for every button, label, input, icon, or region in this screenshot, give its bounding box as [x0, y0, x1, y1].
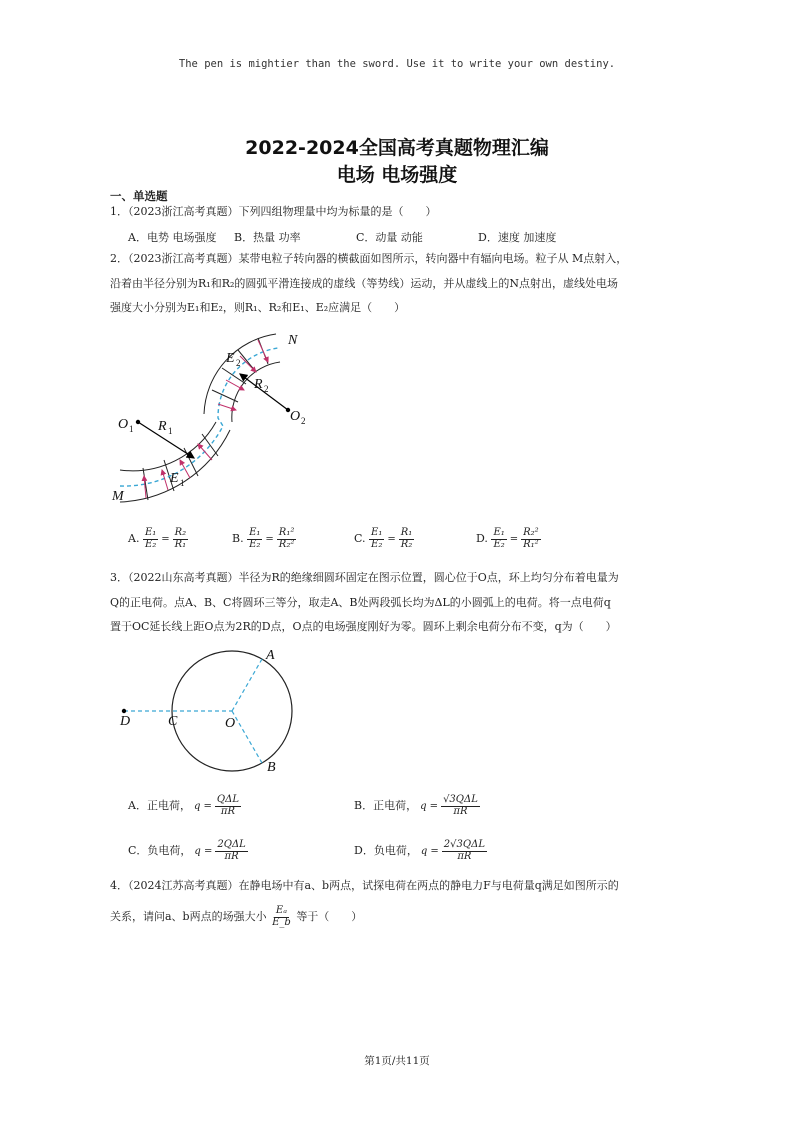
- label-n: N: [288, 333, 298, 348]
- q2-stem-line1: 2．（2023浙江高考真题）某带电粒子转向器的横截面如图所示，转向器中有辐向电场。粒子从 M点射入，: [110, 252, 628, 265]
- q4-stem-line1: 4．（2024江苏高考真题）在静电场中有a、b两点，试探电荷在两点的静电力F与电荷量q满足如图所示的: [110, 879, 619, 892]
- frac-den: R₁: [174, 538, 187, 550]
- upper-arc-channel: [204, 334, 280, 422]
- frac-den: E₂: [144, 538, 157, 550]
- frac-num: 2√3QΔL: [443, 839, 485, 850]
- q4-stem-line2: [110, 906, 362, 928]
- lower-arc-channel: [120, 422, 230, 502]
- q3-option-d-q: q =: [420, 845, 439, 857]
- q2-option-c-rhs: [399, 528, 415, 550]
- label-e1-sub: 1: [180, 478, 185, 488]
- q3-option-a-label: A．正电荷，: [128, 799, 191, 812]
- q3-stem-line3: 置于OC延长线上距O点为2R的D点，O点的电场强度刚好为零。圆环上剩余电荷分布不变，q为（ ）: [110, 620, 617, 633]
- q2-option-a-lhs: [143, 528, 158, 550]
- label-a: A: [266, 648, 275, 663]
- q3-ring-figure: [112, 645, 312, 775]
- label-e2-sub: 2: [236, 358, 241, 368]
- label-d: D: [120, 714, 131, 729]
- frac-num: E₁: [249, 527, 261, 538]
- page-footer: 第1页/共11页: [364, 1055, 430, 1067]
- label-b: B: [267, 760, 276, 775]
- frac-num: 2QΔL: [217, 839, 246, 850]
- q3-option-a: [128, 795, 241, 817]
- d-point: [122, 709, 126, 713]
- frac-den: E₂: [493, 538, 505, 550]
- q1-option-d: D．速度 加速度: [478, 231, 557, 244]
- q3-option-b-q: q =: [420, 800, 439, 812]
- label-o1: O: [118, 417, 129, 432]
- q2-option-a-label: A.: [128, 532, 140, 545]
- q3-option-b: [354, 795, 480, 817]
- q3-stem-line2: Q的正电荷。点A、B、C将圆环三等分，取走A、B处两段弧长均为ΔL的小圆弧上的电荷。将一点电荷q: [110, 596, 611, 609]
- frac-num: R₁: [400, 527, 413, 538]
- frac-num: R₂: [174, 527, 187, 538]
- q3-option-d: [354, 840, 487, 862]
- q2-option-d-rhs: [521, 528, 541, 550]
- frac-den: πR: [224, 850, 239, 862]
- frac-den: E_b: [272, 916, 291, 928]
- q2-option-d-label: D.: [476, 532, 488, 545]
- oa-line: [232, 659, 262, 711]
- label-r2-sub: 2: [264, 384, 269, 394]
- label-e2: E: [226, 351, 235, 366]
- document-subtitle: 电场 电场强度: [336, 164, 458, 186]
- q3-option-c: [128, 840, 248, 862]
- q1-stem: 1．（2023浙江高考真题）下列四组物理量中均为标量的是（ ）: [110, 205, 437, 218]
- label-o1-sub: 1: [129, 424, 134, 434]
- frac-den: πR: [453, 805, 468, 817]
- q2-option-d: D. $\frac{\text{E₁}}{\text{E₂}}$ = $\frac{\text{R₂²}}{\text{R₁²}}$: [476, 527, 539, 550]
- frac-num: √3QΔL: [443, 794, 478, 805]
- frac-num: E₁: [371, 527, 383, 538]
- label-c: C: [168, 714, 178, 729]
- q4-stem-text: 关系，请问a、b两点的场强大小: [110, 910, 267, 923]
- frac-den: πR: [457, 850, 472, 862]
- frac-den: E₂: [249, 538, 261, 550]
- frac-num: E₁: [493, 527, 505, 538]
- q2-option-c: C. $\frac{\text{E₁}}{\text{E₂}}$ = $\frac{\text{R₁}}{\text{R₂}}$: [354, 527, 413, 550]
- label-r1: R: [158, 419, 167, 434]
- q2-deflector-figure: [108, 318, 318, 508]
- q3-stem-line1: 3．（2022山东高考真题）半径为R的绝缘细圆环固定在图示位置，圆心位于O点，环上均匀分布着电量为: [110, 571, 619, 584]
- q3-option-c-q: q =: [194, 845, 213, 857]
- q2-option-b-lhs: [247, 528, 262, 550]
- frac-den: E₂: [371, 538, 383, 550]
- label-o2: O: [290, 409, 301, 424]
- frac-den: R₂²: [278, 538, 295, 550]
- frac-den: R₁²: [523, 538, 539, 550]
- q2-option-b-rhs: [277, 528, 297, 550]
- q2-option-b: B. $\frac{\text{E₁}}{\text{E₂}}$ = $\frac{\text{R₁²}}{\text{R₂²}}$: [232, 527, 295, 550]
- q2-stem-line2: 沿着由半径分别为R₁和R₂的圆弧平滑连接成的虚线（等势线）运动，并从虚线上的N点射出，虚线处电场: [110, 277, 619, 290]
- ob-line: [232, 711, 262, 763]
- q3-option-c-frac: [215, 840, 247, 862]
- frac-num: R₁²: [278, 527, 295, 538]
- label-r1-sub: 1: [168, 426, 173, 436]
- frac-den: R₂: [400, 538, 413, 550]
- label-e1: E: [170, 471, 179, 486]
- q3-option-d-frac: [442, 840, 487, 862]
- o1-point: [136, 420, 140, 424]
- q2-stem-line3: 强度大小分别为E₁和E₂，则R₁、R₂和E₁、E₂应满足（ ）: [110, 301, 406, 314]
- q3-option-d-label: D．负电荷，: [354, 844, 418, 857]
- q2-option-b-label: B.: [232, 532, 244, 545]
- q1-option-a: A．电势 电场强度: [128, 231, 217, 244]
- q2-option-c-label: C.: [354, 532, 366, 545]
- q3-option-c-label: C．负电荷，: [128, 844, 192, 857]
- section-heading: 一、单选题: [110, 189, 168, 203]
- label-o2-sub: 2: [301, 416, 306, 426]
- q3-option-a-q: q =: [193, 800, 212, 812]
- frac-num: R₂²: [523, 527, 539, 538]
- label-m: M: [112, 489, 124, 504]
- q2-option-d-lhs: [491, 528, 506, 550]
- q2-option-c-lhs: [369, 528, 384, 550]
- q1-option-c: C．动量 动能: [356, 231, 423, 244]
- label-o: O: [225, 716, 236, 731]
- frac-num: QΔL: [216, 794, 239, 805]
- q2-option-a: A. $\frac{\text{E₁}}{\text{E₂}}$ = $\frac{\text{R₂}}{\text{R₁}}$: [128, 527, 187, 550]
- q4-stem-tail: 等于（ ）: [296, 910, 363, 923]
- frac-num: Eₐ: [275, 905, 287, 916]
- frac-num: E₁: [144, 527, 157, 538]
- page-motto: The pen is mightier than the sword. Use it to write your own destiny.: [178, 58, 616, 70]
- document-title: 2022-2024全国高考真题物理汇编: [245, 137, 549, 159]
- q4-ratio-frac: [270, 906, 293, 928]
- frac-den: πR: [220, 805, 235, 817]
- q3-option-b-label: B．正电荷，: [354, 799, 418, 812]
- q1-option-b: B．热量 功率: [234, 231, 301, 244]
- q2-option-a-rhs: [173, 528, 189, 550]
- equipotential-line: [120, 348, 278, 486]
- q3-option-b-frac: [441, 795, 480, 817]
- q3-option-a-frac: [215, 795, 241, 817]
- label-r2: R: [254, 377, 263, 392]
